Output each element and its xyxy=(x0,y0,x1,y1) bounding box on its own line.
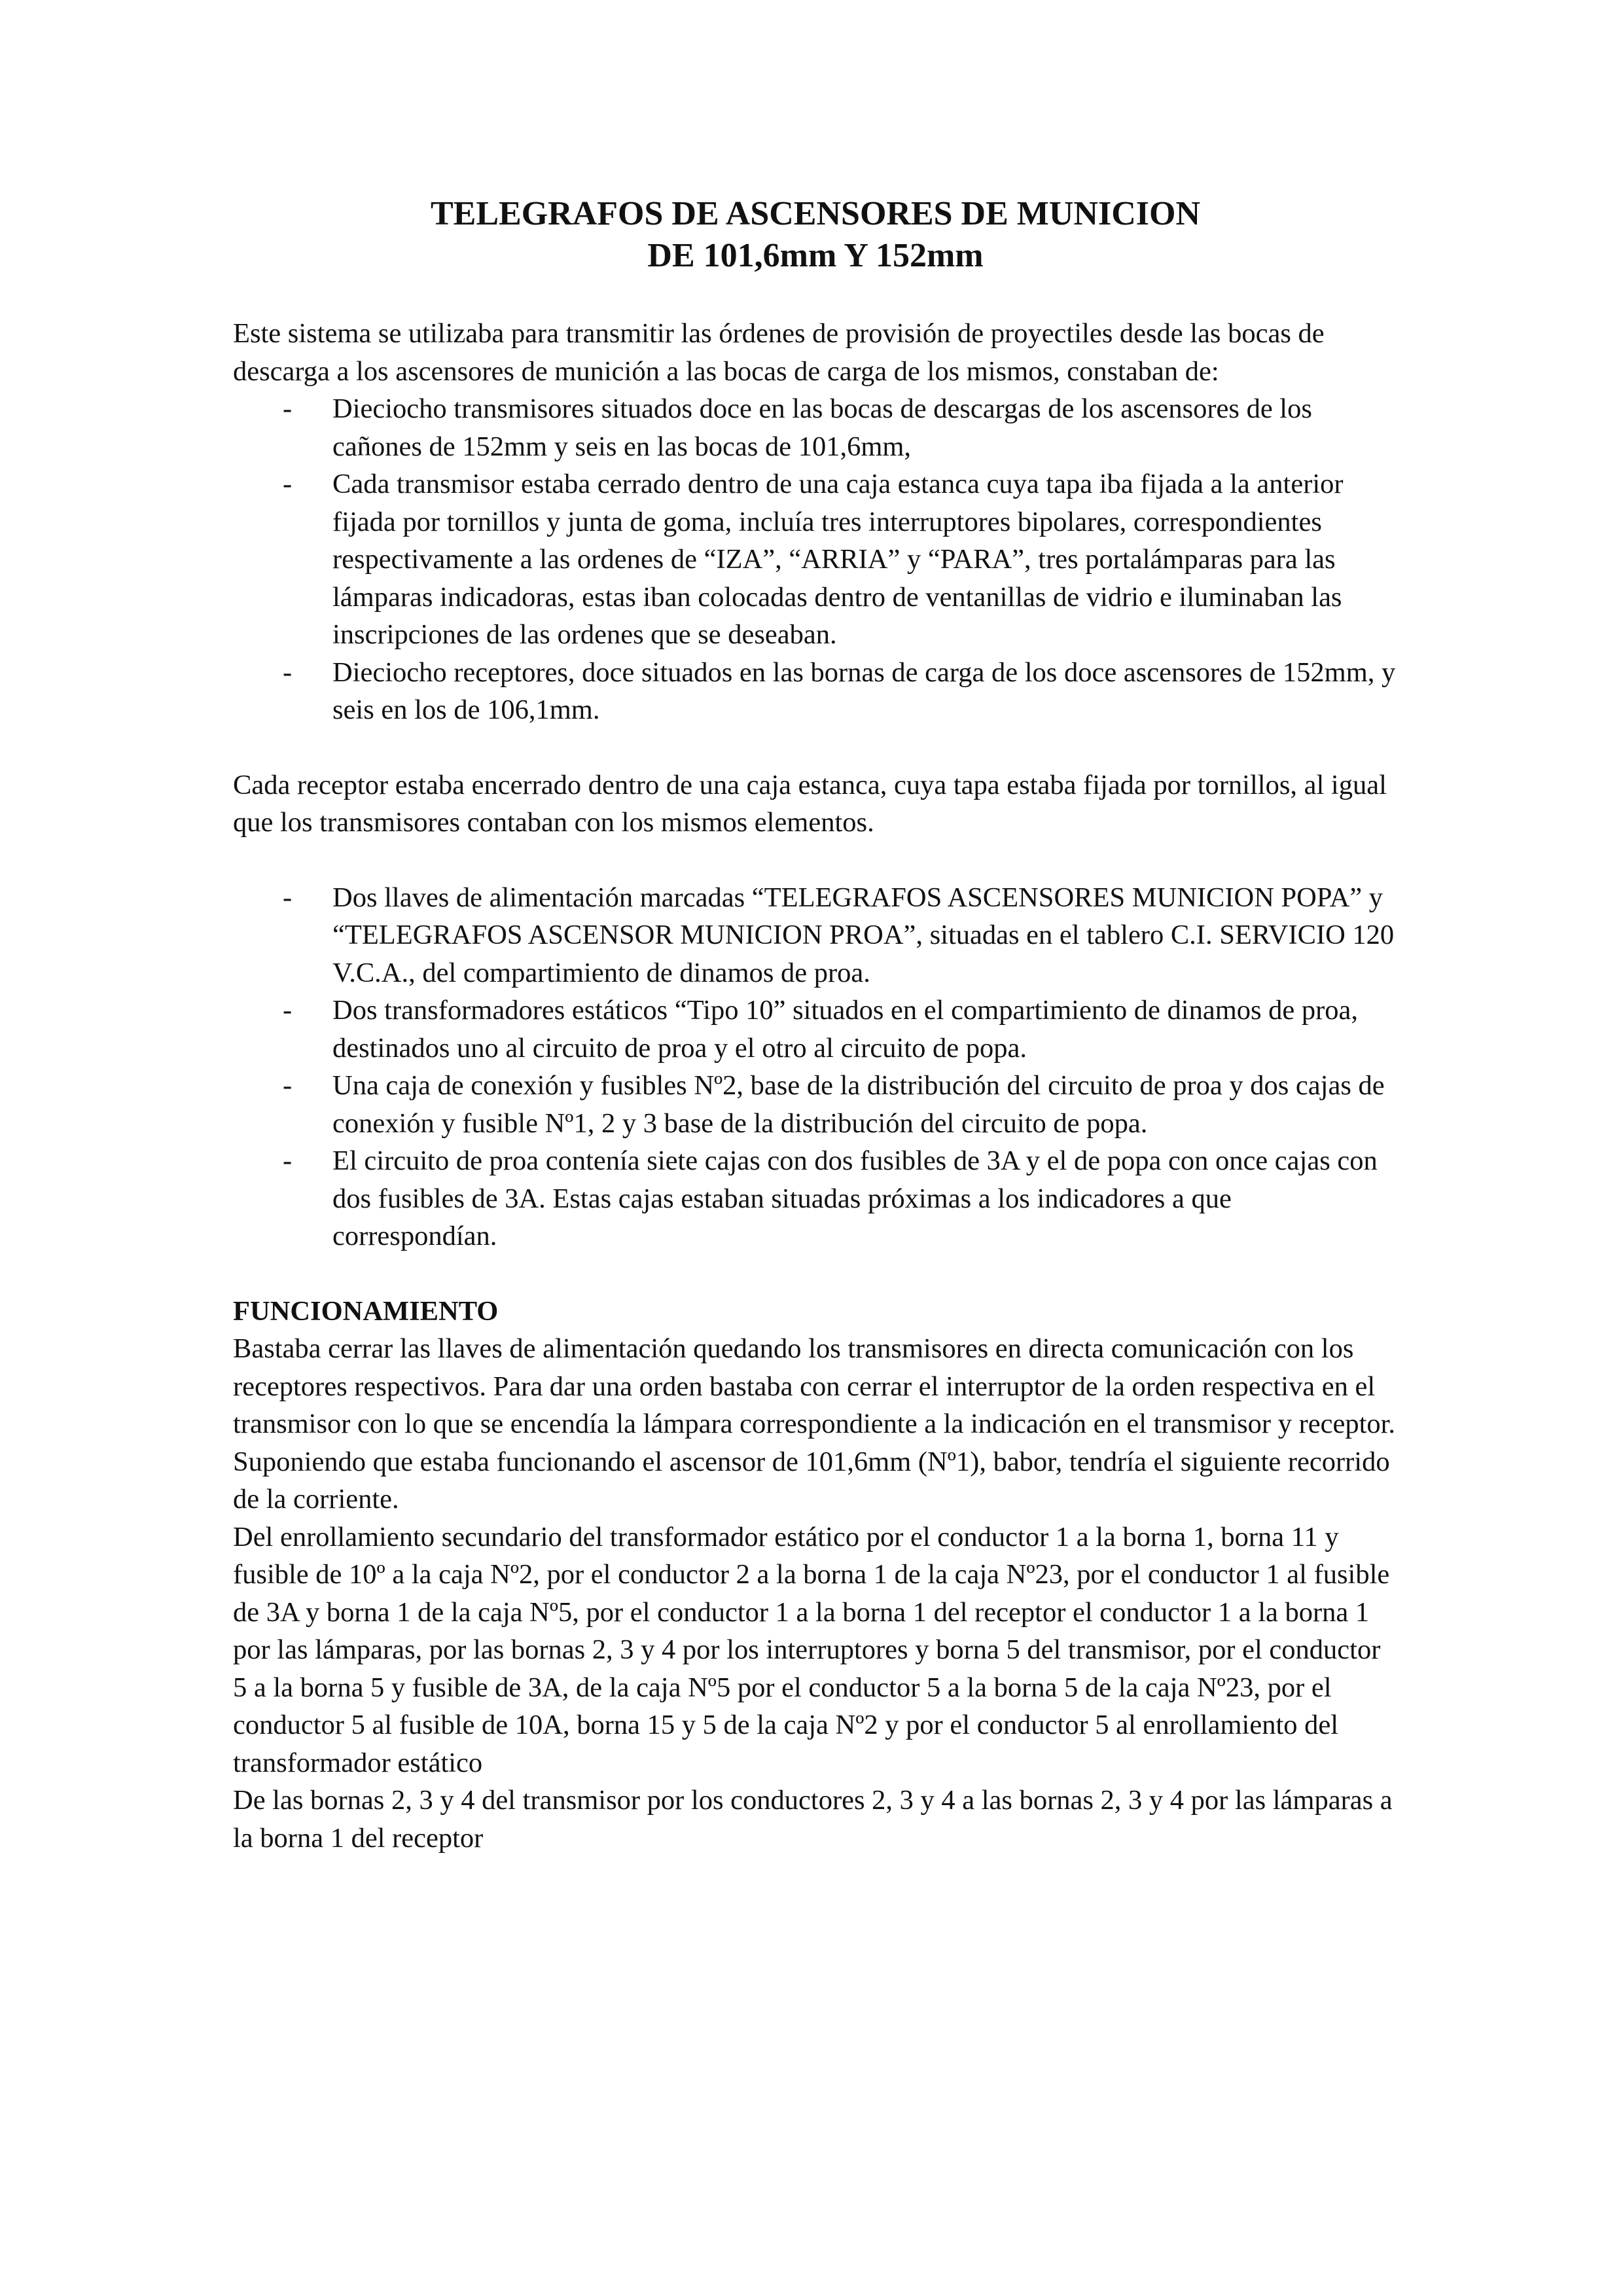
list-item: - Dieciocho receptores, doce situados en las bornas de carga de los doce ascensores de 152mm, y seis en los de 106,1mm. xyxy=(283,656,1396,725)
list-item: - Una caja de conexión y fusibles Nº2, base de la distribución del circuito de proa y dos cajas de conexión y fusible Nº1, 2 y 3 base de la distribución del circuito de popa. xyxy=(283,1070,1385,1139)
list-item: - El circuito de proa contenía siete cajas con dos fusibles de 3A y el de popa con once cajas con dos fusibles de 3A. Estas cajas estaban situadas próximas a los indicadores a que correspondían. xyxy=(283,1145,1378,1251)
list-item: - Cada transmisor estaba cerrado dentro de una caja estanca cuya tapa iba fijada a la anterior fijada por tornillos y junta de goma, incluía tres interruptores bipolares, correspondientes respectivamente a las ordenes de “IZA”, “ARRIA” y “PARA”, tres portalámparas para las lámparas indicadoras, estas iban colocadas dentro de ventanillas de vidrio e iluminaban las inscripciones de las ordenes que se deseaban. xyxy=(283,469,1344,650)
funcionamiento-paragraph-2: Suponiendo que estaba funcionando el ascensor de 101,6mm (Nº1), babor, tendría el siguiente recorrido de la corriente. xyxy=(233,1446,1390,1515)
document-page xyxy=(233,193,1398,1857)
list-item-text: Cada transmisor estaba cerrado dentro de una caja estanca cuya tapa iba fijada a la anterior fijada por tornillos y junta de goma, incluía tres interruptores bipolares, correspondientes respectivamente a las ordenes de “IZA”, “ARRIA” y “PARA”, tres portalámparas para las lámparas indicadoras, estas iban colocadas dentro de ventanillas de vidrio e iluminaban las inscripciones de las ordenes que se deseaban. xyxy=(332,469,1344,650)
list-item: - Dos llaves de alimentación marcadas “TELEGRAFOS ASCENSORES MUNICION POPA” y “TELEGRAFOS ASCENSOR MUNICION PROA”, situadas en el tablero C.I. SERVICIO 120 V.C.A., del compartimiento de dinamos de proa. xyxy=(283,882,1395,988)
list-item: - Dieciocho transmisores situados doce en las bocas de descargas de los ascensores de los cañones de 152mm y seis en las bocas de 101,6mm, xyxy=(283,393,1312,462)
funcionamiento-paragraph-4: De las bornas 2, 3 y 4 del transmisor por los conductores 2, 3 y 4 a las bornas 2, 3 y 4 por las lámparas a la borna 1 del receptor xyxy=(233,1785,1393,1854)
receptor-paragraph: Cada receptor estaba encerrado dentro de una caja estanca, cuya tapa estaba fijada por tornillos, al igual que los transmisores contaban con los mismos elementos. xyxy=(233,769,1387,838)
list-item: - Dos transformadores estáticos “Tipo 10” situados en el compartimiento de dinamos de proa, destinados uno al circuito de proa y el otro al circuito de popa. xyxy=(283,995,1359,1064)
list-item-text: Dieciocho transmisores situados doce en las bocas de descargas de los ascensores de los cañones de 152mm y seis en las bocas de 101,6mm, xyxy=(332,393,1312,462)
intro-paragraph: Este sistema se utilizaba para transmitir las órdenes de provisión de proyectiles desde las bocas de descarga a los ascensores de munición a las bocas de carga de los mismos, constaban de: xyxy=(233,318,1325,387)
list-item-text: Dos transformadores estáticos “Tipo 10” situados en el compartimiento de dinamos de proa, destinados uno al circuito de proa y el otro al circuito de popa. xyxy=(332,995,1359,1064)
title-line-2: DE 101,6mm Y 152mm xyxy=(647,237,984,274)
list-item-text: Una caja de conexión y fusibles Nº2, base de la distribución del circuito de proa y dos cajas de conexión y fusible Nº1, 2 y 3 base de la distribución del circuito de popa. xyxy=(332,1070,1385,1139)
list-item-text: Dieciocho receptores, doce situados en las bornas de carga de los doce ascensores de 152mm, y seis en los de 106,1mm. xyxy=(332,656,1396,725)
title-line-1: TELEGRAFOS DE ASCENSORES DE MUNICION xyxy=(430,195,1201,232)
funcionamiento-paragraph-3: Del enrollamiento secundario del transformador estático por el conductor 1 a la borna 1, borna 11 y fusible de 10º a la caja Nº2, por el conductor 2 a la borna 1 de la caja Nº23, por el conductor 1 al fusible de 3A y borna 1 de la caja Nº5, por el conductor 1 a la borna 1 del receptor el conductor 1 a la borna 1 por las lámparas, por las bornas 2, 3 y 4 por los interruptores y borna 5 del transmisor, por el conductor 5 a la borna 5 y fusible de 3A, de la caja Nº5 por el conductor 5 a la borna 5 de la caja Nº23, por el conductor 5 al fusible de 10A, borna 15 y 5 de la caja Nº2 y por el conductor 5 al enrollamiento del transformador estático xyxy=(233,1521,1390,1778)
list-item-text: Dos llaves de alimentación marcadas “TELEGRAFOS ASCENSORES MUNICION POPA” y “TELEGRAFOS ASCENSOR MUNICION PROA”, situadas en el tablero C.I. SERVICIO 120 V.C.A., del compartimiento de dinamos de proa. xyxy=(332,882,1395,988)
components-list xyxy=(233,390,1398,729)
section-heading: FUNCIONAMIENTO xyxy=(233,1295,499,1327)
list-item-text: El circuito de proa contenía siete cajas con dos fusibles de 3A y el de popa con once cajas con dos fusibles de 3A. Estas cajas estaban situadas próximas a los indicadores a que correspondían. xyxy=(332,1145,1378,1251)
power-supply-list xyxy=(233,879,1398,1255)
funcionamiento-paragraph-1: Bastaba cerrar las llaves de alimentación quedando los transmisores en directa comunicación con los receptores respectivos. Para dar una orden bastaba con cerrar el interruptor de la orden respectiva en el transmisor con lo que se encendía la lámpara correspondiente a la indicación en el transmisor y receptor. xyxy=(233,1333,1396,1439)
document-title xyxy=(233,193,1398,277)
